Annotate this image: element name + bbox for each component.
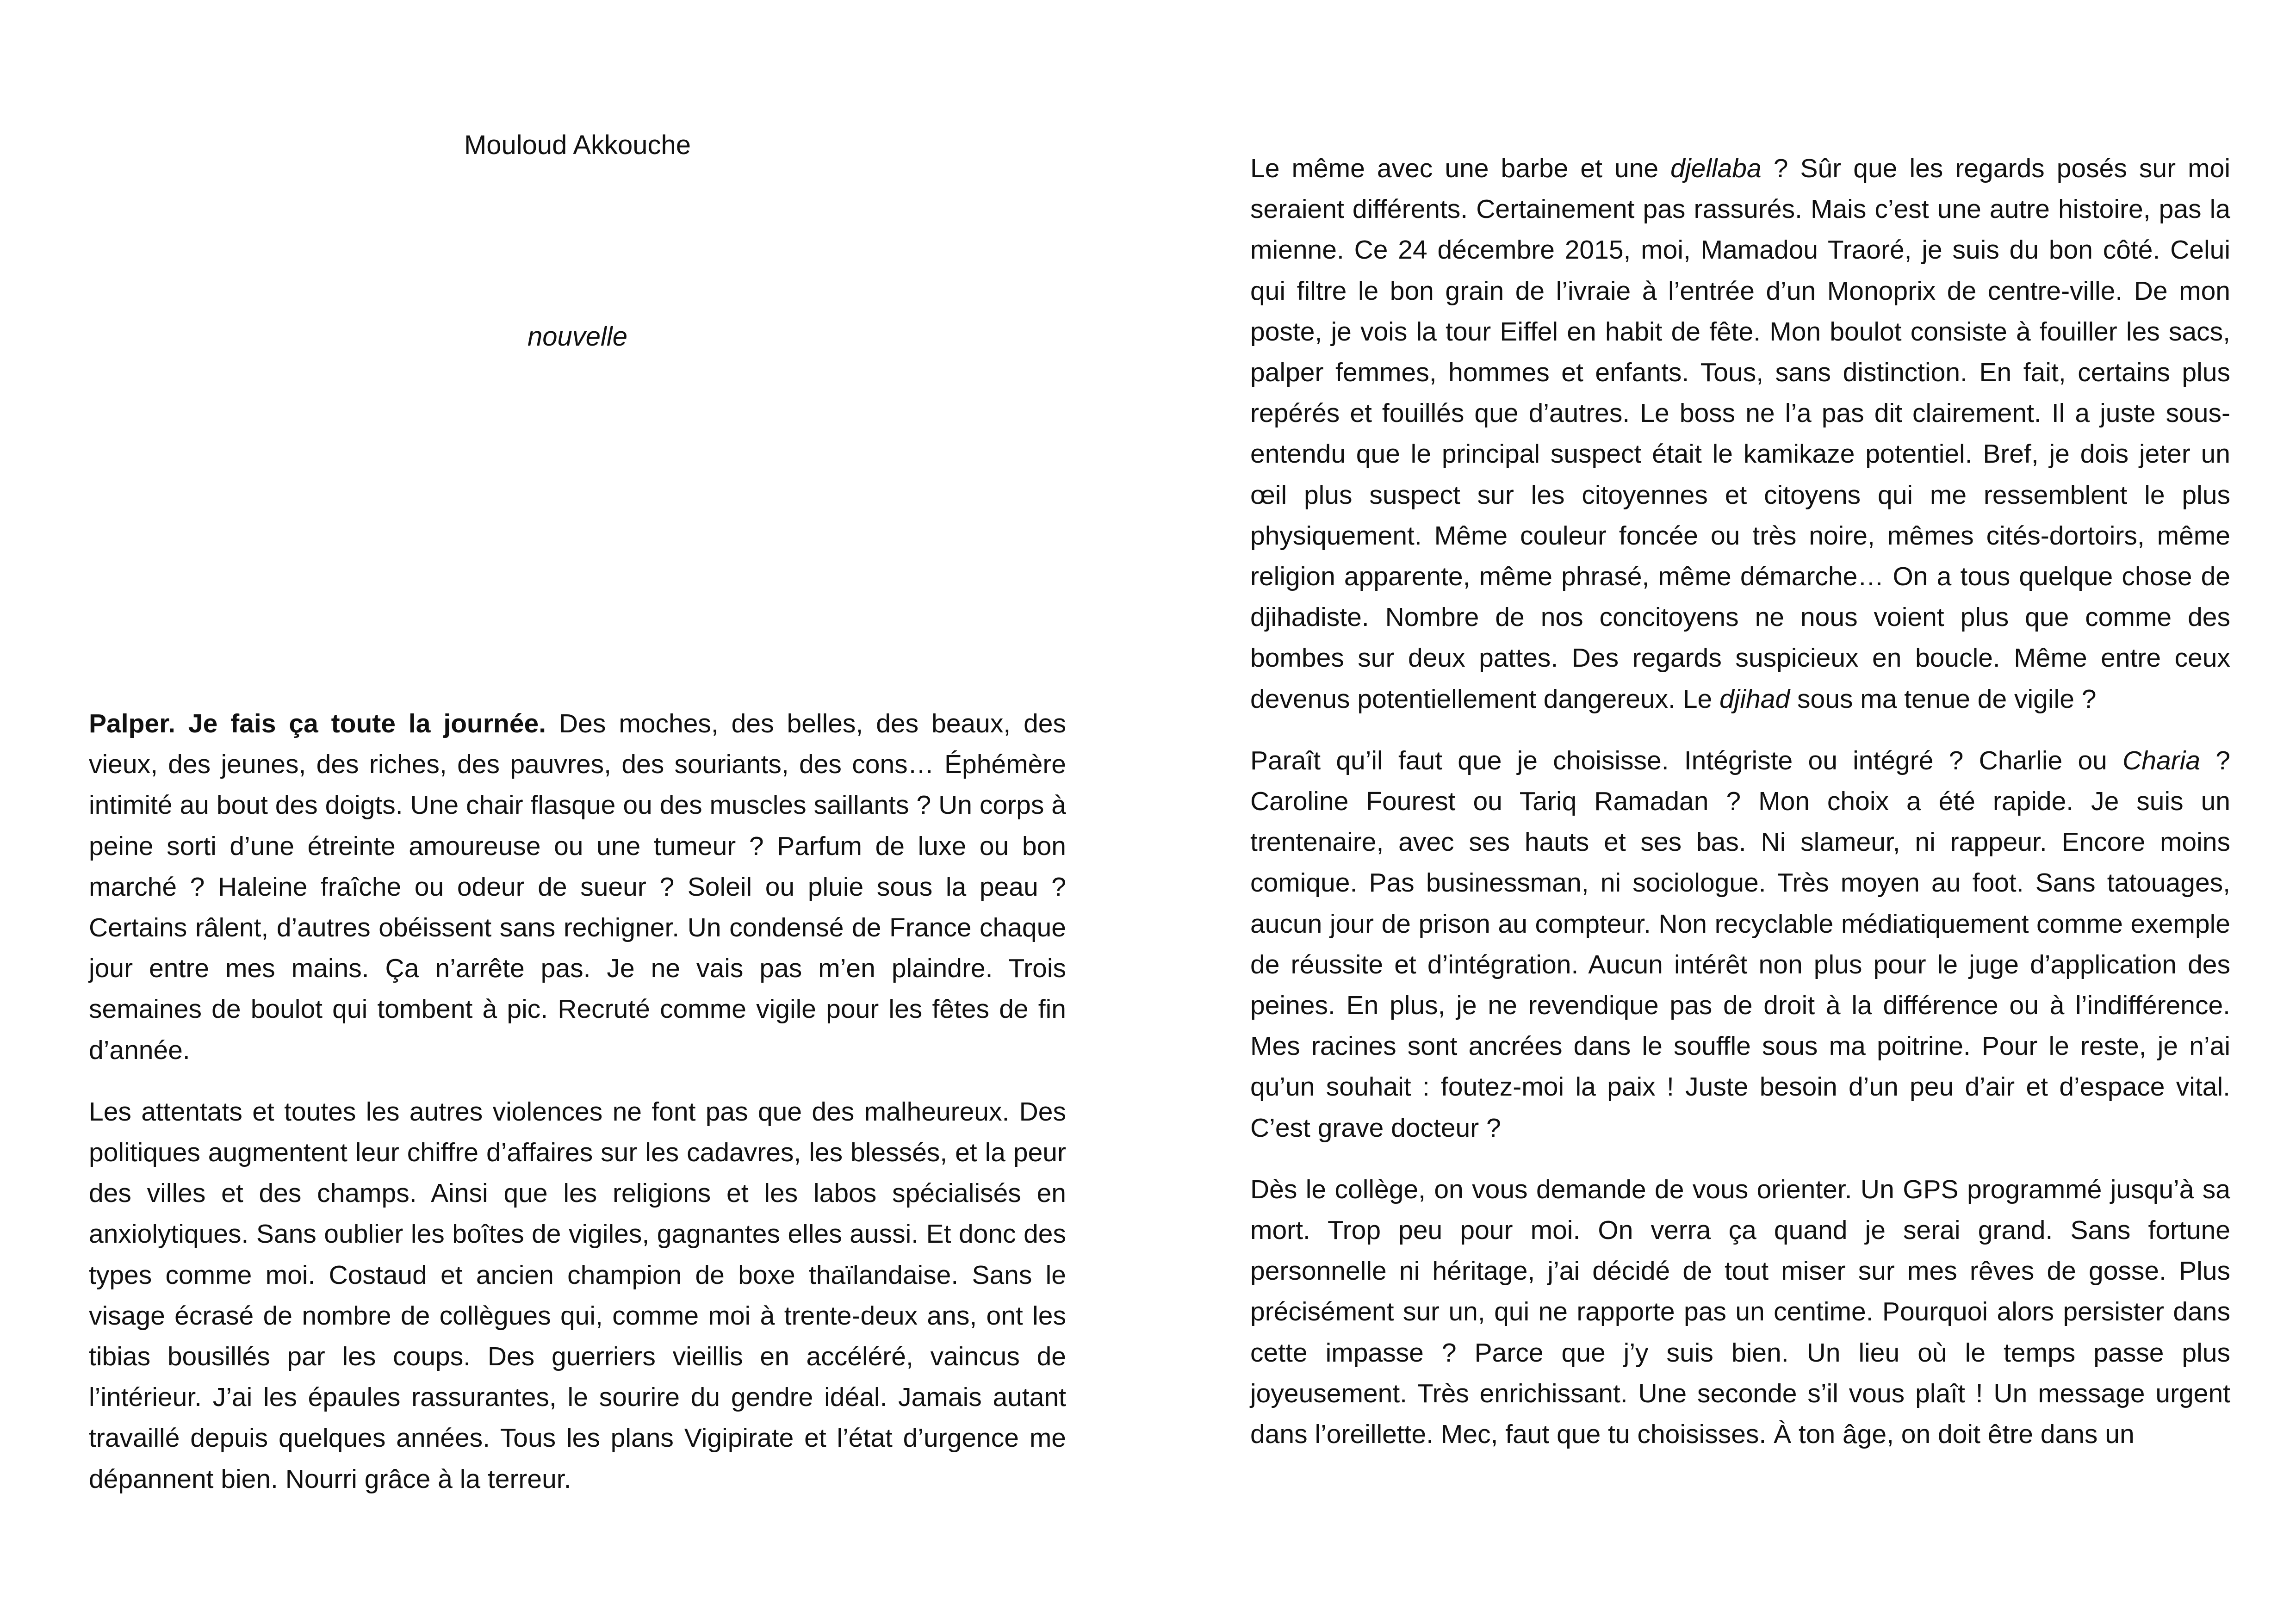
- paragraph-text: Des moches, des belles, des beaux, des vieux, des jeunes, des riches, des pauvres, des souriants, des cons… Éphémère intimité au bout des doigts. Une chair flasque ou des muscles saillants ? Un corps à peine sorti d’une étreinte amoureuse ou une tumeur ? Parfum de luxe ou bon marché ? Haleine fraîche ou odeur de sueur ? Soleil ou pluie sous la peau ? Certains râlent, d’autres obéissent sans rechigner. Un condensé de France chaque jour entre mes mains. Ça n’arrête pas. Je ne vais pas m’en plaindre. Trois semaines de boulot qui tombent à pic. Recruté comme vigile pour les fêtes de fin d’année.: [89, 709, 1066, 1065]
- paragraph: Dès le collège, on vous demande de vous orienter. Un GPS programmé jusqu’à sa mort. Trop peu pour moi. On verra ça quand je serai grand. Sans fortune personnelle ni héritage, j’ai décidé de tout miser sur mes rêves de gosse. Plus précisément sur un, qui ne rapporte pas un centime. Pourquoi alors persister dans cette impasse ? Parce que j’y suis bien. Un lieu où le temps passe plus joyeusement. Très enrichissant. Une seconde s’il vous plaît ! Un message urgent dans l’oreillette. Mec, faut que tu choisisses. À ton âge, on doit être dans un: [1250, 1174, 2230, 1450]
- paragraph-text: ? Caroline Fourest ou Tariq Ramadan ? Mon choix a été rapide. Je suis un trentenaire, avec ses hauts et ses bas. Ni slameur, ni rappeur. Encore moins comique. Pas businessman, ni sociologue. Très moyen au foot. Sans tatouages, aucun jour de prison au compteur. Non recyclable médiatiquement comme exemple de réussite et d’intégration. Aucun intérêt non plus pour le juge d’application des peines. En plus, je ne revendique pas de droit à la différence ou à l’indifférence. Mes racines sont ancrées dans le souffle sous ma poitrine. Pour le reste, je n’ai qu’un souhait : foutez-moi la paix ! Juste besoin d’un peu d’air et d’espace vital. C’est grave docteur ?: [1250, 745, 2230, 1143]
- right-body-text: [1250, 148, 2230, 1475]
- paragraph-text: ? Sûr que les regards posés sur moi seraient différents. Certainement pas rassurés. Mais c’est une autre histoire, pas la mienne. Ce 24 décembre 2015, moi, Mamadou Traoré, je suis du bon côté. Celui qui filtre le bon grain de l’ivraie à l’entrée d’un Monoprix de centre-ville. De mon poste, je vois la tour Eiffel en habit de fête. Mon boulot consiste à fouiller les sacs, palper femmes, hommes et enfants. Tous, sans distinction. En fait, certains plus repérés et fouillés que d’autres. Le boss ne l’a pas dit clairement. Il a juste sous-entendu que le principal suspect était le kamikaze potentiel. Bref, je dois jeter un œil plus suspect sur les citoyennes et citoyens qui me ressemblent le plus physiquement. Même couleur foncée ou très noire, mêmes cités-dortoirs, même religion apparente, même phrasé, même démarche… On a tous quelque chose de djihadiste. Nombre de nos concitoyens ne nous voient plus que comme des bombes sur deux pattes. Des regards suspicieux en boucle. Même entre ceux devenus potentiellement dangereux. Le: [1250, 154, 2230, 714]
- italic-word: djellaba: [1670, 154, 1762, 183]
- opening-lead: Palper. Je fais ça toute la journée.: [89, 709, 546, 738]
- paragraph: [89, 703, 1066, 1071]
- author-name: Mouloud Akkouche: [464, 130, 691, 160]
- genre-label: nouvelle: [527, 322, 628, 352]
- paragraph: [1250, 148, 2230, 719]
- italic-word: Charia: [2122, 745, 2201, 775]
- left-body-text: [89, 703, 1066, 1520]
- paragraph-text: Le même avec une barbe et une: [1250, 154, 1671, 183]
- italic-word: djihad: [1719, 684, 1790, 714]
- right-page: [1148, 0, 2296, 1623]
- paragraph-text: Paraît qu’il faut que je choisisse. Intégriste ou intégré ? Charlie ou: [1250, 745, 2123, 775]
- paragraph-text: sous ma tenue de vigile ?: [1790, 684, 2097, 714]
- paragraph: [1250, 740, 2230, 1148]
- paragraph: Les attentats et toutes les autres violences ne font pas que des malheureux. Des politiques augmentent leur chiffre d’affaires sur les cadavres, les blessés, et la peur des villes et des champs. Ainsi que les religions et les labos spécialisés en anxiolytiques. Sans oublier les boîtes de vigiles, gagnantes elles aussi. Et donc des types comme moi. Costaud et ancien champion de boxe thaïlandaise. Sans le visage écrasé de nombre de collègues qui, comme moi à trente-deux ans, ont les tibias bousillés par les coups. Des guerriers vieillis en accéléré, vaincus de l’intérieur. J’ai les épaules rassurantes, le sourire du gendre idéal. Jamais autant travaillé depuis quelques années. Tous les plans Vigipirate et l’état d’urgence me dépannent bien. Nourri grâce à la terreur.: [89, 1096, 1066, 1494]
